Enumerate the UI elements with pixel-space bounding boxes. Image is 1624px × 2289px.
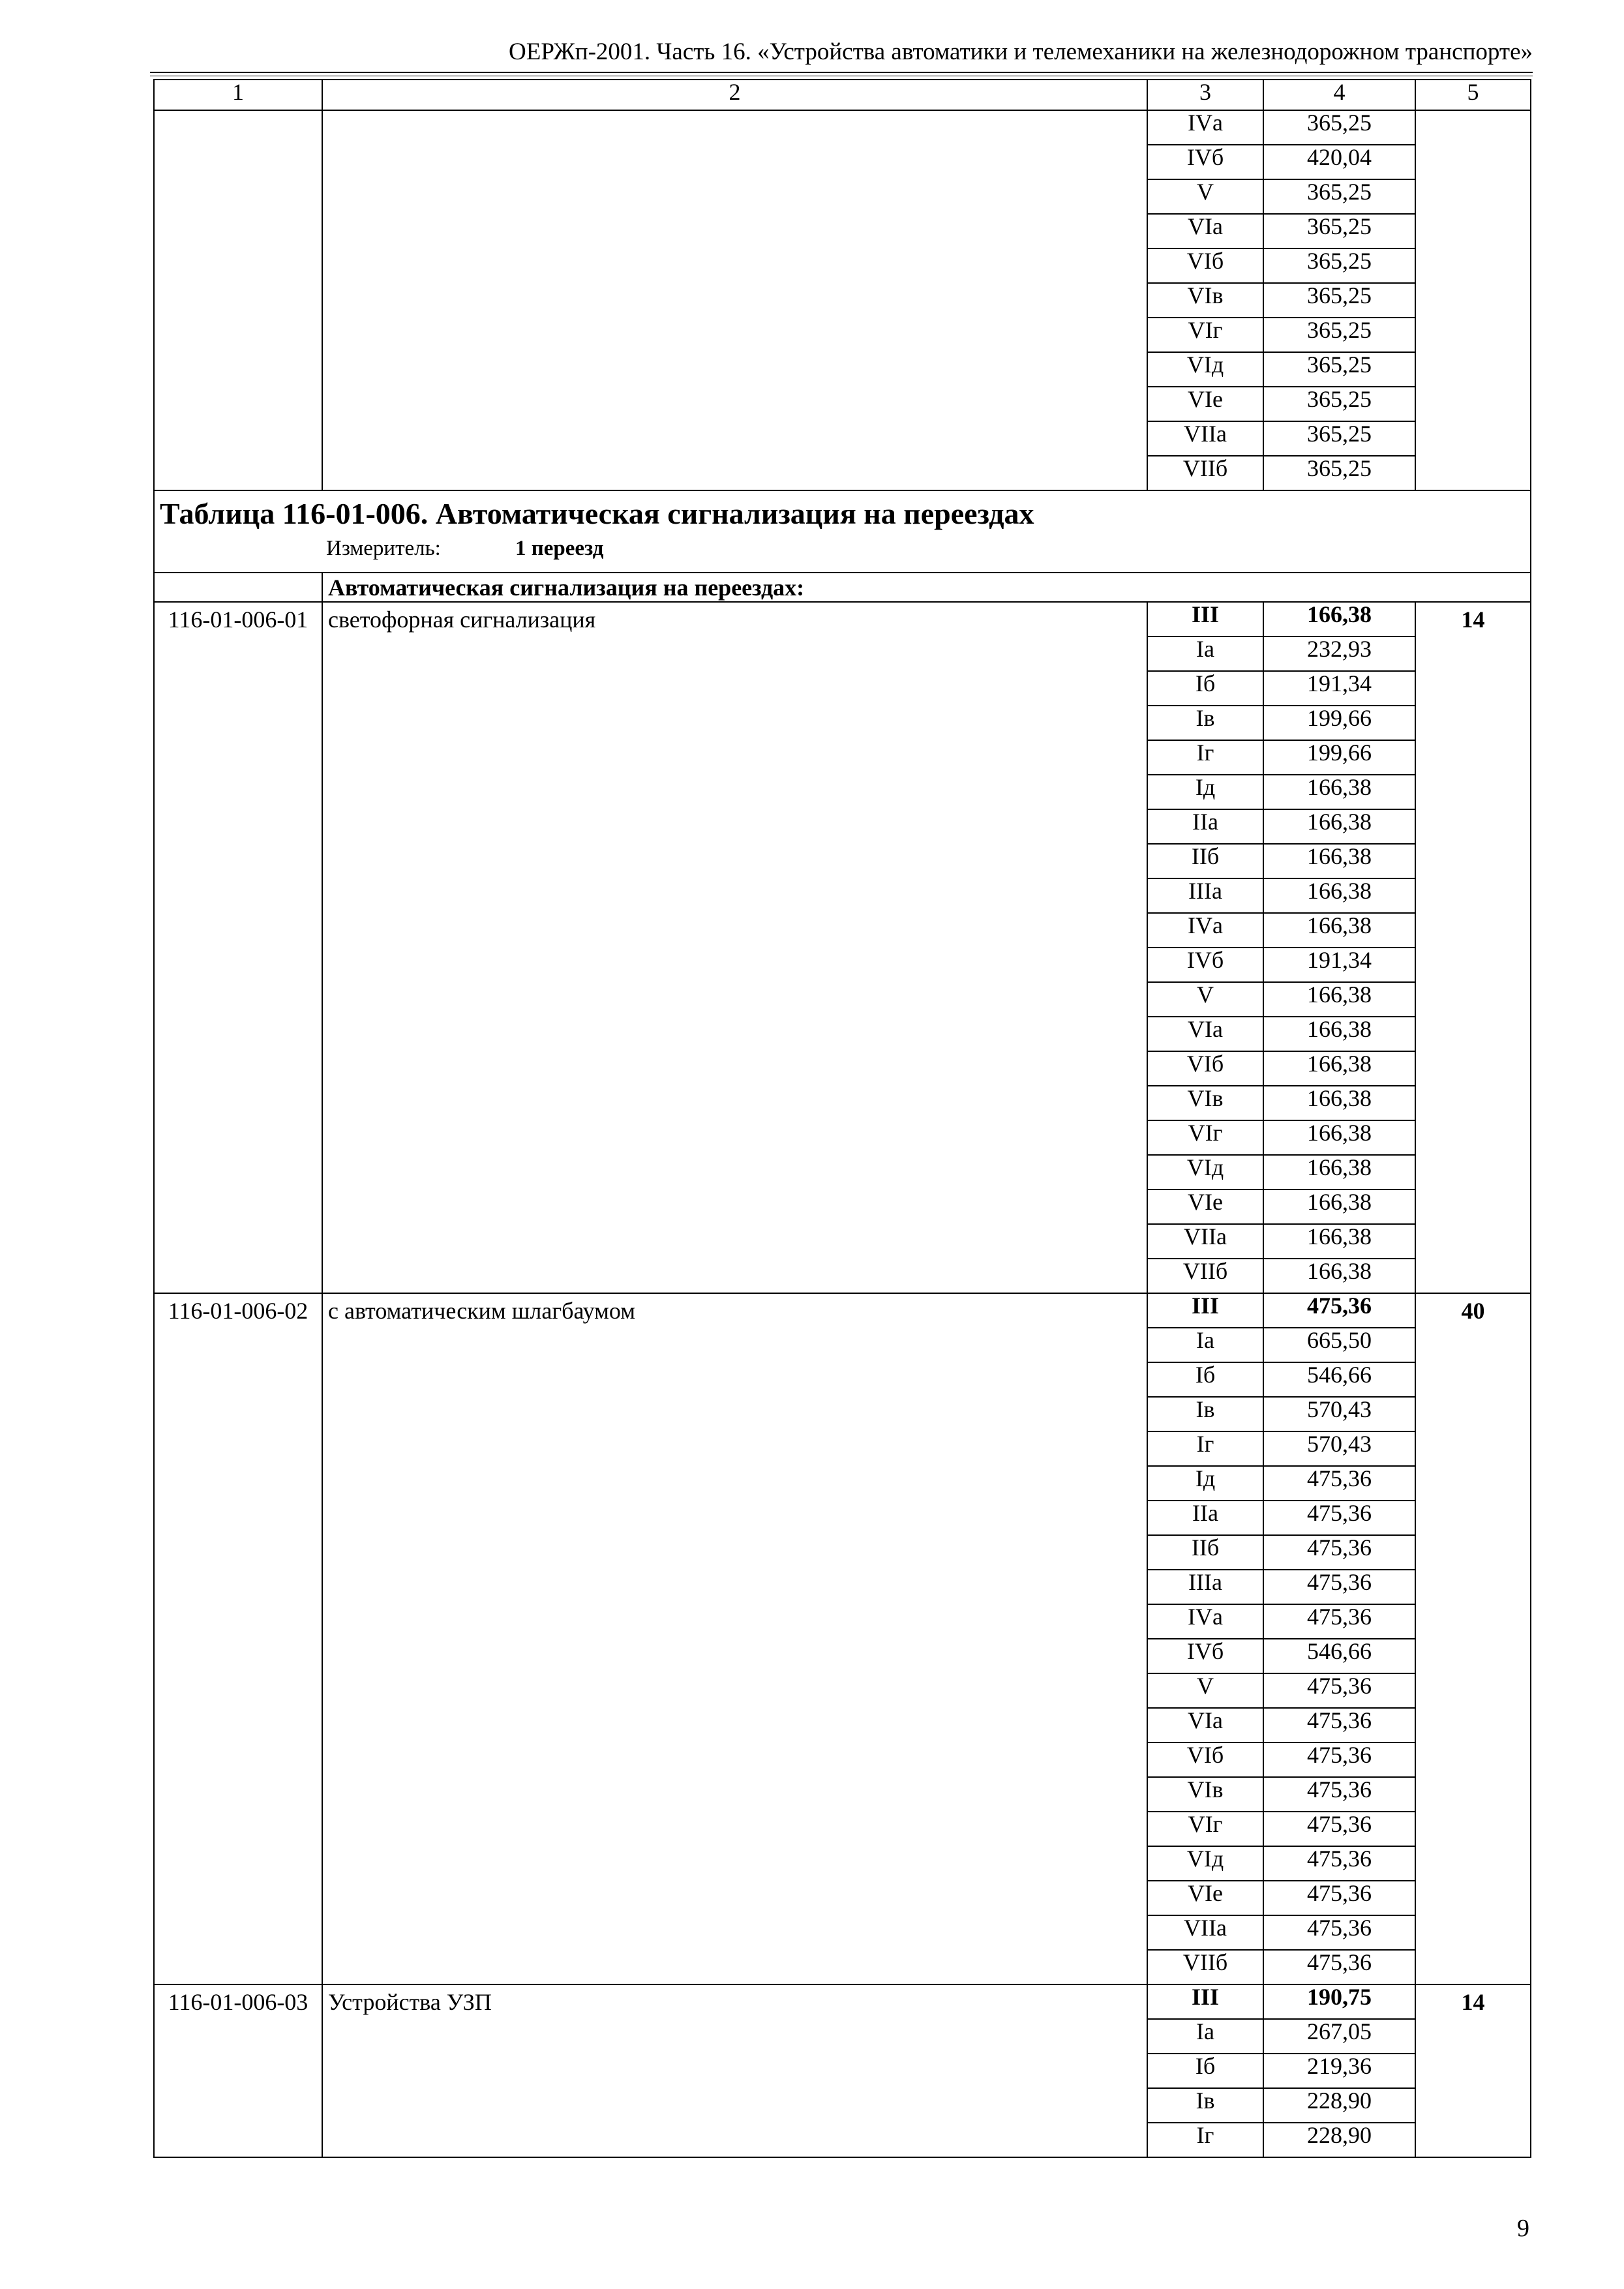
measure-label: Измеритель:: [326, 537, 441, 560]
zone-cell: IVб: [1147, 145, 1263, 179]
zone-cell: IIб: [1147, 844, 1263, 878]
price-cell: 166,38: [1263, 1120, 1415, 1155]
price-cell: 570,43: [1263, 1431, 1415, 1466]
zone-cell: Iб: [1147, 671, 1263, 706]
zone-cell: VIв: [1147, 1086, 1263, 1120]
price-cell: 475,36: [1263, 1743, 1415, 1777]
price-cell: 365,25: [1263, 387, 1415, 421]
price-cell: 475,36: [1263, 1846, 1415, 1881]
price-cell: 166,38: [1263, 809, 1415, 844]
zone-cell: V: [1147, 179, 1263, 214]
zone-cell: Iв: [1147, 1397, 1263, 1431]
zone-cell: Iб: [1147, 2054, 1263, 2088]
zone-cell: VIв: [1147, 1777, 1263, 1812]
zone-cell: IIб: [1147, 1535, 1263, 1570]
price-cell: 166,38: [1263, 1189, 1415, 1224]
table-title-row: [154, 490, 1531, 573]
price-cell: 191,34: [1263, 671, 1415, 706]
price-cell: 191,34: [1263, 948, 1415, 982]
item-name: с автоматическим шлагбаумом: [322, 1293, 1147, 1984]
zone-cell: Iа: [1147, 636, 1263, 671]
item-name: светофорная сигнализация: [322, 602, 1147, 1293]
price-cell: 166,38: [1263, 1051, 1415, 1086]
price-cell: 365,25: [1263, 421, 1415, 456]
zone-cell: Iв: [1147, 706, 1263, 740]
price-cell: 475,36: [1263, 1708, 1415, 1743]
column-number-row: [154, 80, 1531, 110]
zone-cell: VIг: [1147, 318, 1263, 352]
zone-cell: VIа: [1147, 214, 1263, 248]
zone-cell: V: [1147, 1673, 1263, 1708]
price-cell: 365,25: [1263, 214, 1415, 248]
price-cell: 365,25: [1263, 318, 1415, 352]
zone-cell: III: [1147, 1293, 1263, 1328]
column-number: 4: [1263, 80, 1415, 110]
price-cell: 166,38: [1263, 775, 1415, 809]
zone-cell: VIд: [1147, 1155, 1263, 1189]
price-cell: 475,36: [1263, 1673, 1415, 1708]
norm-cell: [1415, 110, 1531, 490]
price-cell: 475,36: [1263, 1293, 1415, 1328]
price-cell: 219,36: [1263, 2054, 1415, 2088]
zone-cell: IIа: [1147, 1501, 1263, 1535]
zone-cell: IVб: [1147, 948, 1263, 982]
price-cell: 546,66: [1263, 1639, 1415, 1673]
zone-cell: VIг: [1147, 1812, 1263, 1846]
zone-cell: VIа: [1147, 1708, 1263, 1743]
zone-cell: IIIа: [1147, 878, 1263, 913]
price-cell: 166,38: [1263, 602, 1415, 636]
item-norm: 14: [1415, 602, 1531, 1293]
price-cell: 365,25: [1263, 110, 1415, 145]
zone-cell: VIе: [1147, 387, 1263, 421]
price-cell: 166,38: [1263, 878, 1415, 913]
price-cell: 166,38: [1263, 1017, 1415, 1051]
price-cell: 475,36: [1263, 1501, 1415, 1535]
zone-cell: Iб: [1147, 1362, 1263, 1397]
measure-value: 1 переезд: [515, 537, 604, 560]
page-number: 9: [1517, 2215, 1529, 2242]
zone-cell: VIе: [1147, 1189, 1263, 1224]
zone-cell: Iа: [1147, 2019, 1263, 2054]
price-cell: 546,66: [1263, 1362, 1415, 1397]
price-cell: 475,36: [1263, 1535, 1415, 1570]
price-cell: 420,04: [1263, 145, 1415, 179]
item-norm: 14: [1415, 1984, 1531, 2157]
zone-cell: VIг: [1147, 1120, 1263, 1155]
zone-cell: Iв: [1147, 2088, 1263, 2123]
zone-cell: VIIа: [1147, 1224, 1263, 1259]
zone-cell: V: [1147, 982, 1263, 1017]
zone-row: [154, 602, 1531, 636]
zone-cell: Iд: [1147, 1466, 1263, 1501]
price-cell: 166,38: [1263, 844, 1415, 878]
zone-cell: Iг: [1147, 2123, 1263, 2157]
item-norm: 40: [1415, 1293, 1531, 1984]
zone-cell: IVа: [1147, 110, 1263, 145]
zone-cell: VIб: [1147, 1051, 1263, 1086]
subheading: Автоматическая сигнализация на переездах:: [322, 573, 1531, 602]
price-cell: 475,36: [1263, 1604, 1415, 1639]
price-cell: 228,90: [1263, 2088, 1415, 2123]
header-rule: [150, 72, 1533, 73]
column-number: 5: [1415, 80, 1531, 110]
zone-cell: IVа: [1147, 913, 1263, 948]
table-title-cell: [154, 490, 1531, 573]
price-cell: 475,36: [1263, 1812, 1415, 1846]
column-number: 3: [1147, 80, 1263, 110]
zone-cell: VIд: [1147, 352, 1263, 387]
price-cell: 190,75: [1263, 1984, 1415, 2019]
zone-cell: VIIб: [1147, 1950, 1263, 1984]
zone-cell: Iг: [1147, 740, 1263, 775]
zone-row: [154, 110, 1531, 145]
zone-cell: IVб: [1147, 1639, 1263, 1673]
name-cell: [322, 110, 1147, 490]
zone-cell: IVа: [1147, 1604, 1263, 1639]
price-cell: 166,38: [1263, 982, 1415, 1017]
price-cell: 365,25: [1263, 283, 1415, 318]
table-title: Таблица 116-01-006. Автоматическая сигнализация на переездах: [160, 497, 1034, 530]
subheading-row: [154, 573, 1531, 602]
zone-cell: IIIа: [1147, 1570, 1263, 1604]
zone-cell: VIа: [1147, 1017, 1263, 1051]
zone-cell: VIб: [1147, 248, 1263, 283]
zone-cell: Iг: [1147, 1431, 1263, 1466]
code-cell: [154, 110, 322, 490]
price-cell: 166,38: [1263, 913, 1415, 948]
price-cell: 665,50: [1263, 1328, 1415, 1362]
item-name: Устройства УЗП: [322, 1984, 1147, 2157]
zone-cell: VIIб: [1147, 1259, 1263, 1293]
zone-cell: VIв: [1147, 283, 1263, 318]
estimate-table-body: [154, 80, 1531, 2157]
item-code: 116-01-006-02: [154, 1293, 322, 1984]
measure-line: [326, 538, 1525, 560]
price-cell: 475,36: [1263, 1950, 1415, 1984]
price-cell: 365,25: [1263, 179, 1415, 214]
zone-cell: VIIа: [1147, 1915, 1263, 1950]
estimate-table: [153, 79, 1531, 2158]
zone-cell: VIб: [1147, 1743, 1263, 1777]
zone-row: [154, 1984, 1531, 2019]
item-code: 116-01-006-01: [154, 602, 322, 1293]
column-number: 1: [154, 80, 322, 110]
zone-row: [154, 1293, 1531, 1328]
code-cell: [154, 573, 322, 602]
price-cell: 570,43: [1263, 1397, 1415, 1431]
price-cell: 365,25: [1263, 352, 1415, 387]
zone-cell: VIд: [1147, 1846, 1263, 1881]
page-header: ОЕРЖп-2001. Часть 16. «Устройства автоматики и телемеханики на железнодорожном транспорте»: [509, 38, 1533, 65]
price-cell: 228,90: [1263, 2123, 1415, 2157]
price-cell: 232,93: [1263, 636, 1415, 671]
zone-cell: VIIб: [1147, 456, 1263, 490]
zone-cell: Iд: [1147, 775, 1263, 809]
zone-cell: VIIа: [1147, 421, 1263, 456]
price-cell: 365,25: [1263, 248, 1415, 283]
zone-cell: III: [1147, 602, 1263, 636]
zone-cell: IIа: [1147, 809, 1263, 844]
price-cell: 365,25: [1263, 456, 1415, 490]
price-cell: 267,05: [1263, 2019, 1415, 2054]
price-cell: 199,66: [1263, 706, 1415, 740]
price-cell: 475,36: [1263, 1777, 1415, 1812]
price-cell: 166,38: [1263, 1155, 1415, 1189]
price-cell: 475,36: [1263, 1881, 1415, 1915]
item-code: 116-01-006-03: [154, 1984, 322, 2157]
price-cell: 475,36: [1263, 1466, 1415, 1501]
price-cell: 166,38: [1263, 1224, 1415, 1259]
zone-cell: III: [1147, 1984, 1263, 2019]
price-cell: 166,38: [1263, 1259, 1415, 1293]
price-cell: 166,38: [1263, 1086, 1415, 1120]
zone-cell: VIе: [1147, 1881, 1263, 1915]
zone-cell: Iа: [1147, 1328, 1263, 1362]
column-number: 2: [322, 80, 1147, 110]
price-cell: 475,36: [1263, 1915, 1415, 1950]
price-cell: 475,36: [1263, 1570, 1415, 1604]
price-cell: 199,66: [1263, 740, 1415, 775]
